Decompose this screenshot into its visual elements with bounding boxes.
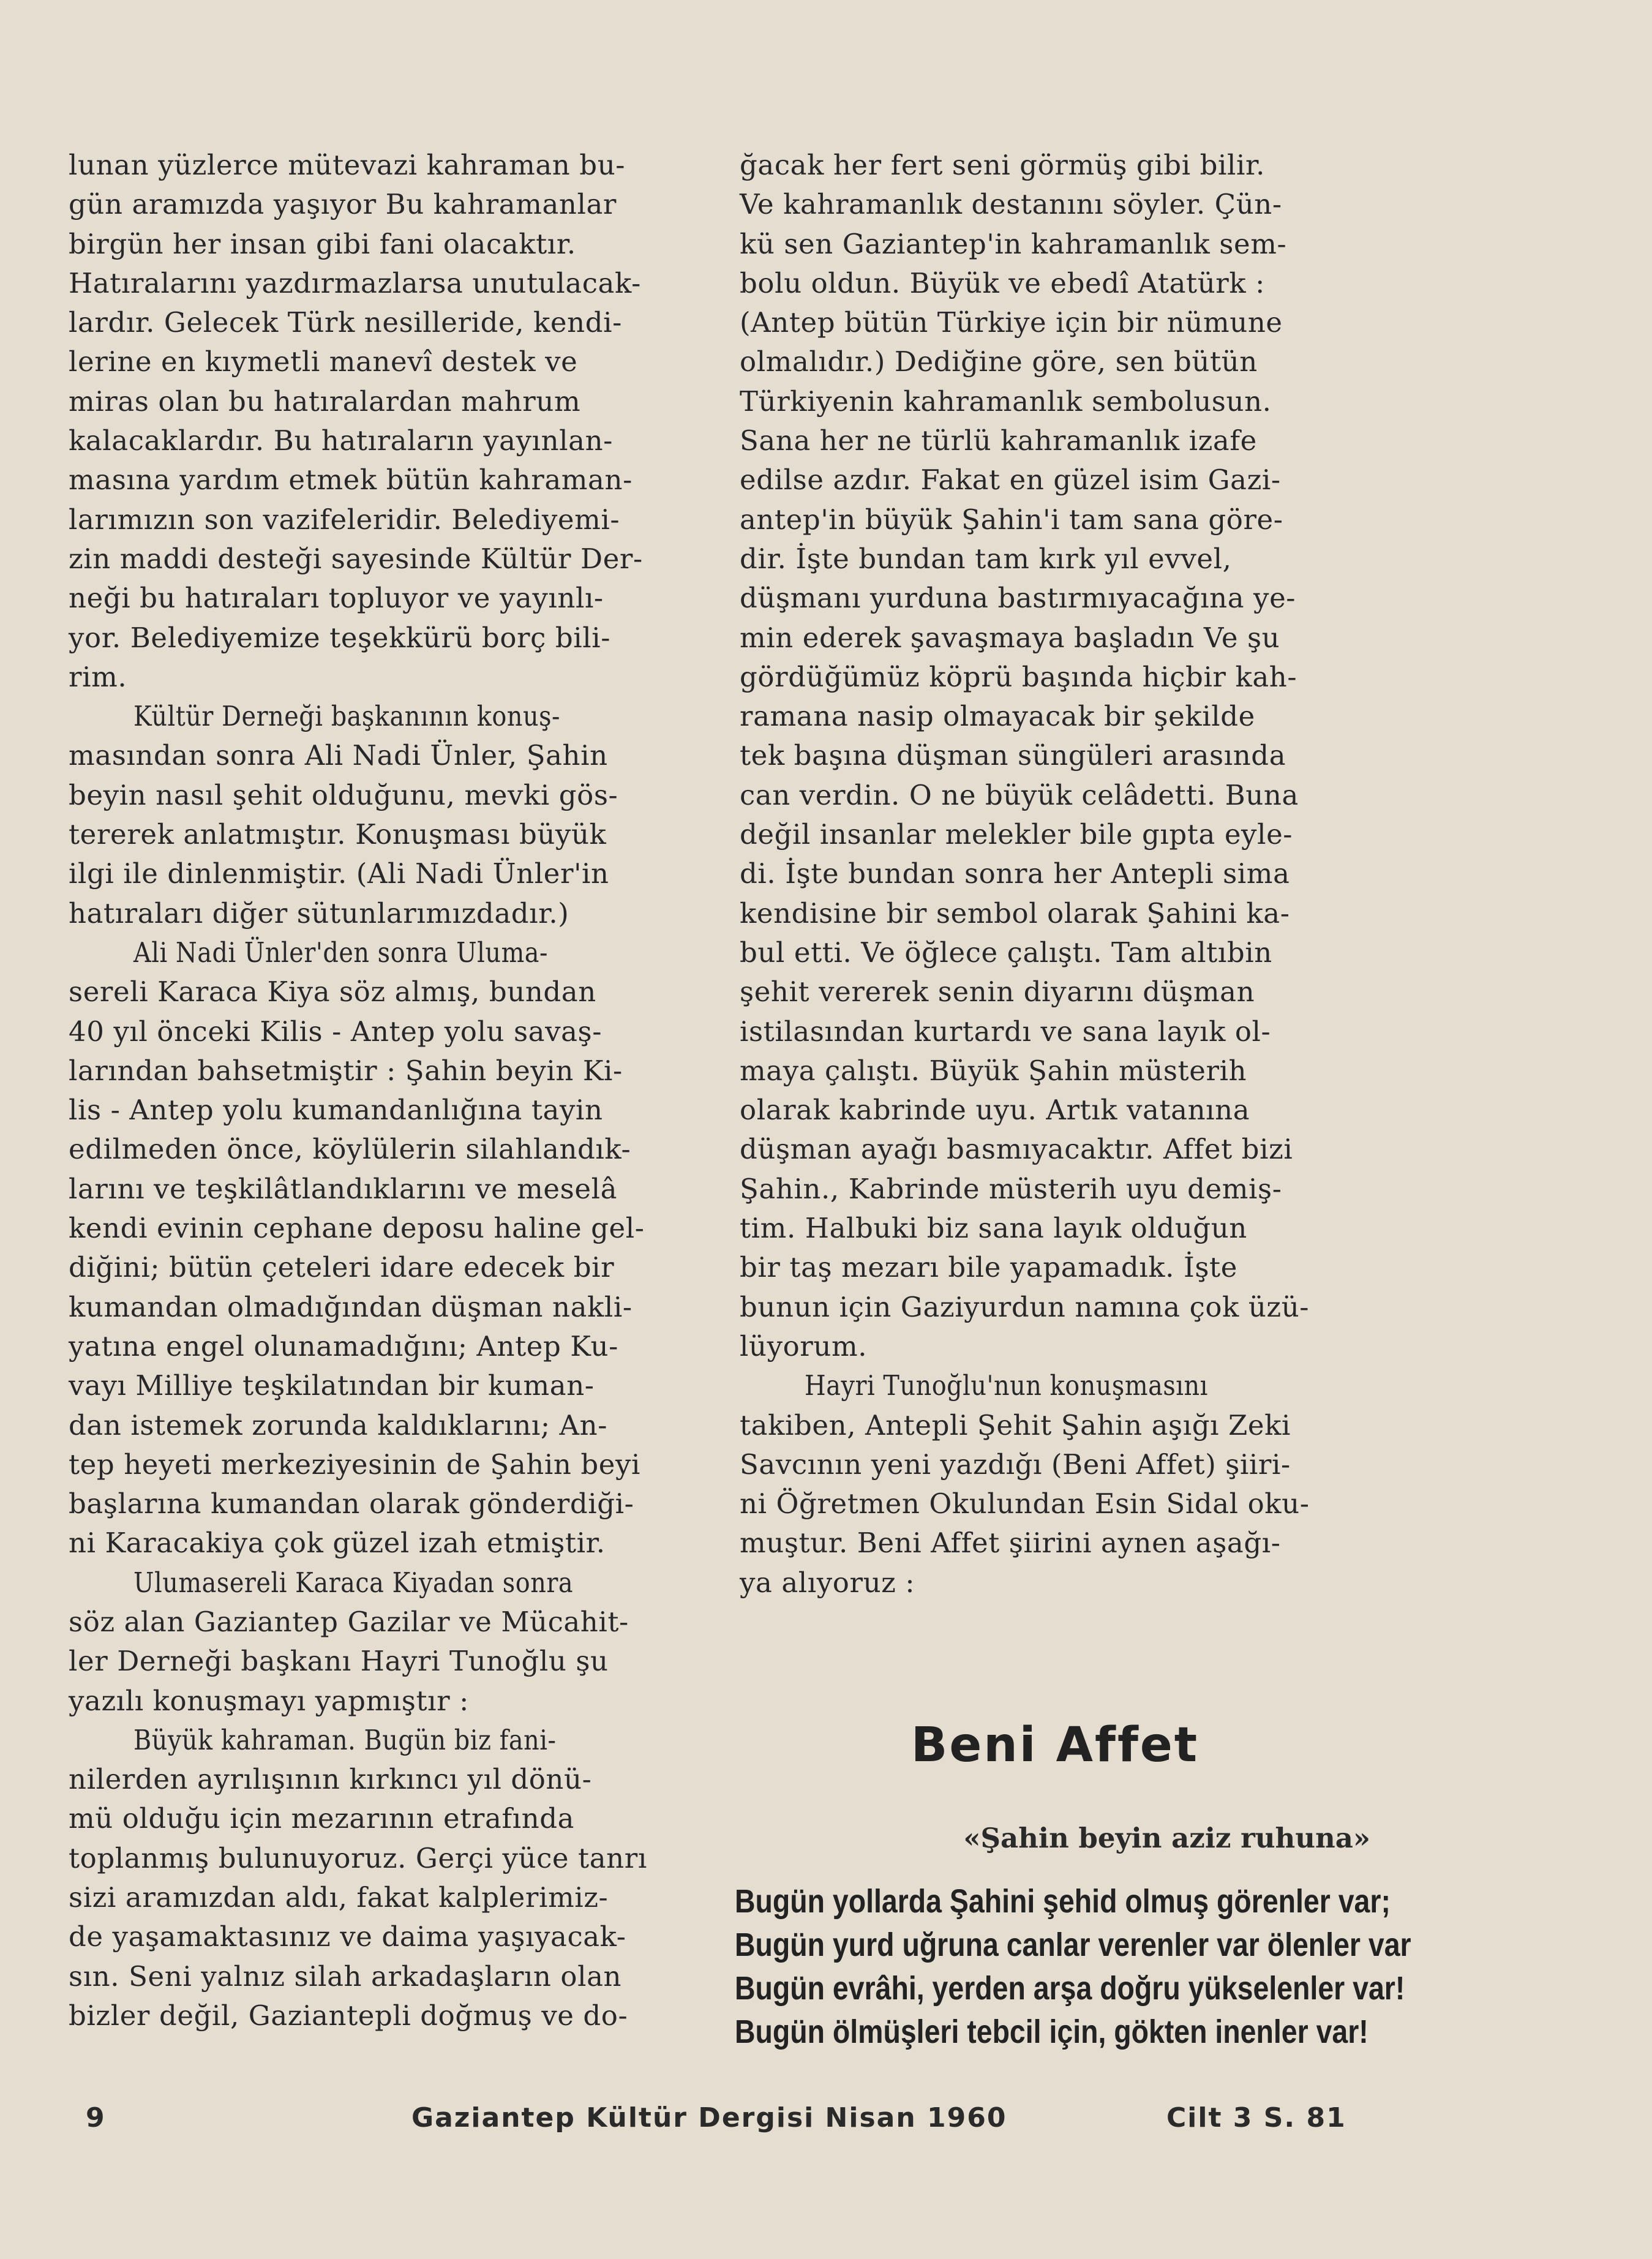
text-line: ler Derneği başkanı Hayri Tunoğlu şu <box>69 1645 609 1678</box>
text-line: dan istemek zorunda kaldıklarını; An- <box>69 1408 608 1441</box>
text-line: Ulumasereli Karaca Kiyadan sonra <box>133 1566 574 1599</box>
text-line: lüyorum. <box>740 1329 868 1363</box>
text-line: lardır. Gelecek Türk nesilleride, kendi- <box>69 306 622 339</box>
text-line: ni Karacakiya çok güzel izah etmiştir. <box>69 1527 606 1560</box>
text-line: olmalıdır.) Dediğine göre, sen bütün <box>740 345 1258 378</box>
text-line: beyin nasıl şehit olduğunu, mevki gös- <box>69 778 618 811</box>
text-line: masından sonra Ali Nadi Ünler, Şahin <box>69 739 608 772</box>
text-line: tim. Halbuki biz sana layık olduğun <box>740 1212 1247 1245</box>
text-line: istilasından kurtardı ve sana layık ol- <box>740 1015 1271 1048</box>
text-line: ğacak her fert seni görmüş gibi bilir. <box>740 149 1266 181</box>
text-line: kendisine bir sembol olarak Şahini ka- <box>740 896 1290 930</box>
text-line: düşmanı yurduna bastırmıyacağına ye- <box>740 582 1296 615</box>
text-line: sın. Seni yalnız silah arkadaşların olan <box>69 1960 622 1993</box>
text-line: Bugün yollarda Şahini şehid olmuş görenler var; <box>735 1883 1391 1920</box>
text-line: edilse azdır. Fakat en güzel isim Gazi- <box>740 464 1281 497</box>
text-line: kü sen Gaziantep'in kahramanlık sem- <box>740 227 1287 260</box>
text-line: düşman ayağı basmıyacaktır. Affet bizi <box>740 1133 1293 1166</box>
text-line: sizi aramızdan aldı, fakat kalplerimiz- <box>69 1881 609 1914</box>
text-line: diğini; bütün çeteleri idare edecek bir <box>69 1251 615 1284</box>
text-line: maya çalıştı. Büyük Şahin müsterih <box>740 1054 1247 1087</box>
text-line: başlarına kumandan olarak gönderdiği- <box>69 1487 634 1520</box>
text-line: 40 yıl önceki Kilis - Antep yolu savaş- <box>69 1015 603 1048</box>
text-line: can verdin. O ne büyük celâdetti. Buna <box>740 778 1299 811</box>
text-line: (Antep bütün Türkiye için bir nümune <box>740 306 1283 339</box>
text-line: rim. <box>69 660 127 693</box>
text-line: larını ve teşkilâtlandıklarını ve meselâ <box>69 1172 618 1205</box>
text-line: lerine en kıymetli manevî destek ve <box>69 345 578 378</box>
text-line: Sana her ne türlü kahramanlık izafe <box>740 424 1257 457</box>
text-line: birgün her insan gibi fani olacaktır. <box>69 227 576 260</box>
text-line: nilerden ayrılışının kırkıncı yıl dönü- <box>69 1763 592 1796</box>
magazine-footer-title: Gaziantep Kültür Dergisi Nisan 1960 <box>411 2102 1007 2133</box>
text-line: bul etti. Ve öğlece çalıştı. Tam altıbin <box>740 936 1272 969</box>
text-line: Bugün ölmüşleri tebcil için, gökten inenler var! <box>735 2013 1369 2050</box>
text-line: yazılı konuşmayı yapmıştır : <box>69 1684 469 1717</box>
text-line: tep heyeti merkeziyesinin de Şahin beyi <box>69 1448 640 1481</box>
text-line: söz alan Gaziantep Gazilar ve Mücahit- <box>69 1605 629 1638</box>
text-line: lis - Antep yolu kumandanlığına tayin <box>69 1094 603 1127</box>
text-line: olarak kabrinde uyu. Artık vatanına <box>740 1094 1250 1127</box>
text-line: lunan yüzlerce mütevazi kahraman bu- <box>69 149 626 181</box>
text-line: kendi evinin cephane deposu haline gel- <box>69 1212 645 1245</box>
poem-dedication: «Şahin beyin aziz ruhuna» <box>963 1822 1370 1854</box>
text-line: min ederek şavaşmaya başladın Ve şu <box>740 621 1280 654</box>
left-text-column <box>69 146 699 2035</box>
text-line: kumandan olmadığından düşman nakli- <box>69 1290 633 1323</box>
text-line: larından bahsetmiştir : Şahin beyin Ki- <box>69 1054 623 1087</box>
text-line: tek başına düşman süngüleri arasında <box>740 739 1286 772</box>
text-line: larımızın son vazifeleridir. Belediyemi- <box>69 503 620 536</box>
text-line: gün aramızda yaşıyor Bu kahramanlar <box>69 188 617 221</box>
text-line: Bugün yurd uğruna canlar verenler var ölenler var <box>735 1926 1411 1963</box>
text-line: de yaşamaktasınız ve daima yaşıyacak- <box>69 1920 626 1953</box>
text-line: miras olan bu hatıralardan mahrum <box>69 385 581 418</box>
text-line: Hatıralarını yazdırmazlarsa unutulacak- <box>69 266 641 299</box>
page-number: 9 <box>86 2102 106 2133</box>
text-line: edilmeden önce, köylülerin silahlandık- <box>69 1133 631 1166</box>
text-line: Hayri Tunoğlu'nun konuşmasını <box>805 1369 1208 1402</box>
text-line: bolu oldun. Büyük ve ebedî Atatürk : <box>740 266 1265 299</box>
text-line: değil insanlar melekler bile gıpta eyle- <box>740 818 1293 851</box>
right-text-column <box>740 146 1370 1603</box>
text-line: ni Öğretmen Okulundan Esin Sidal oku- <box>740 1487 1310 1520</box>
poem-body <box>735 1880 1411 2054</box>
text-line: Büyük kahraman. Bugün biz fani- <box>133 1723 557 1756</box>
text-line: kalacaklardır. Bu hatıraların yayınlan- <box>69 424 613 457</box>
text-line: takiben, Antepli Şehit Şahin aşığı Zeki <box>740 1408 1291 1441</box>
text-line: muştur. Beni Affet şiirini aynen aşağı- <box>740 1527 1281 1560</box>
text-line: sereli Karaca Kiya söz almış, bundan <box>69 975 596 1009</box>
text-line: dir. İşte bundan tam kırk yıl evvel, <box>740 542 1232 575</box>
poem-title: Beni Affet <box>910 1718 1200 1773</box>
text-line: ya alıyoruz : <box>740 1566 915 1599</box>
text-line: bir taş mezarı bile yapamadık. İşte <box>740 1251 1237 1284</box>
text-line: zin maddi desteği sayesinde Kültür Der- <box>69 542 643 575</box>
text-line: mü olduğu için mezarının etrafında <box>69 1802 575 1835</box>
text-line: ramana nasip olmayacak bir şekilde <box>740 700 1255 733</box>
text-line: hatıraları diğer sütunlarımızdadır.) <box>69 896 569 930</box>
text-line: gördüğümüz köprü başında hiçbir kah- <box>740 660 1297 693</box>
text-line: Şahin., Kabrinde müsterih uyu demiş- <box>740 1172 1282 1205</box>
text-line: Savcının yeni yazdığı (Beni Affet) şiiri- <box>740 1448 1291 1481</box>
text-line: Ve kahramanlık destanını söyler. Çün- <box>740 188 1282 221</box>
text-line: şehit vererek senin diyarını düşman <box>740 975 1255 1009</box>
text-line: bunun için Gaziyurdun namına çok üzü- <box>740 1290 1310 1323</box>
text-line: toplanmış bulunuyoruz. Gerçi yüce tanrı <box>69 1841 647 1874</box>
text-line: Bugün evrâhi, yerden arşa doğru yükselenler var! <box>735 1970 1405 2007</box>
text-line: tererek anlatmıştır. Konuşması büyük <box>69 818 607 851</box>
text-line: Kültür Derneği başkanının konuş- <box>133 700 561 733</box>
text-line: vayı Milliye teşkilatından bir kuman- <box>69 1369 595 1402</box>
text-line: masına yardım etmek bütün kahraman- <box>69 464 633 497</box>
text-line: yatına engel olunamadığını; Antep Ku- <box>69 1329 618 1363</box>
text-line: bizler değil, Gaziantepli doğmuş ve do- <box>69 1999 628 2032</box>
text-line: ilgi ile dinlenmiştir. (Ali Nadi Ünler'in <box>69 857 609 890</box>
text-line: Türkiyenin kahramanlık sembolusun. <box>740 385 1272 418</box>
text-line: yor. Belediyemize teşekkürü borç bili- <box>69 621 611 654</box>
issue-number: Cilt 3 S. 81 <box>1166 2102 1346 2133</box>
text-line: antep'in büyük Şahin'i tam sana göre- <box>740 503 1283 536</box>
text-line: Ali Nadi Ünler'den sonra Uluma- <box>133 936 548 969</box>
text-line: neği bu hatıraları topluyor ve yayınlı- <box>69 582 604 615</box>
text-line: di. İşte bundan sonra her Antepli sima <box>740 857 1290 890</box>
